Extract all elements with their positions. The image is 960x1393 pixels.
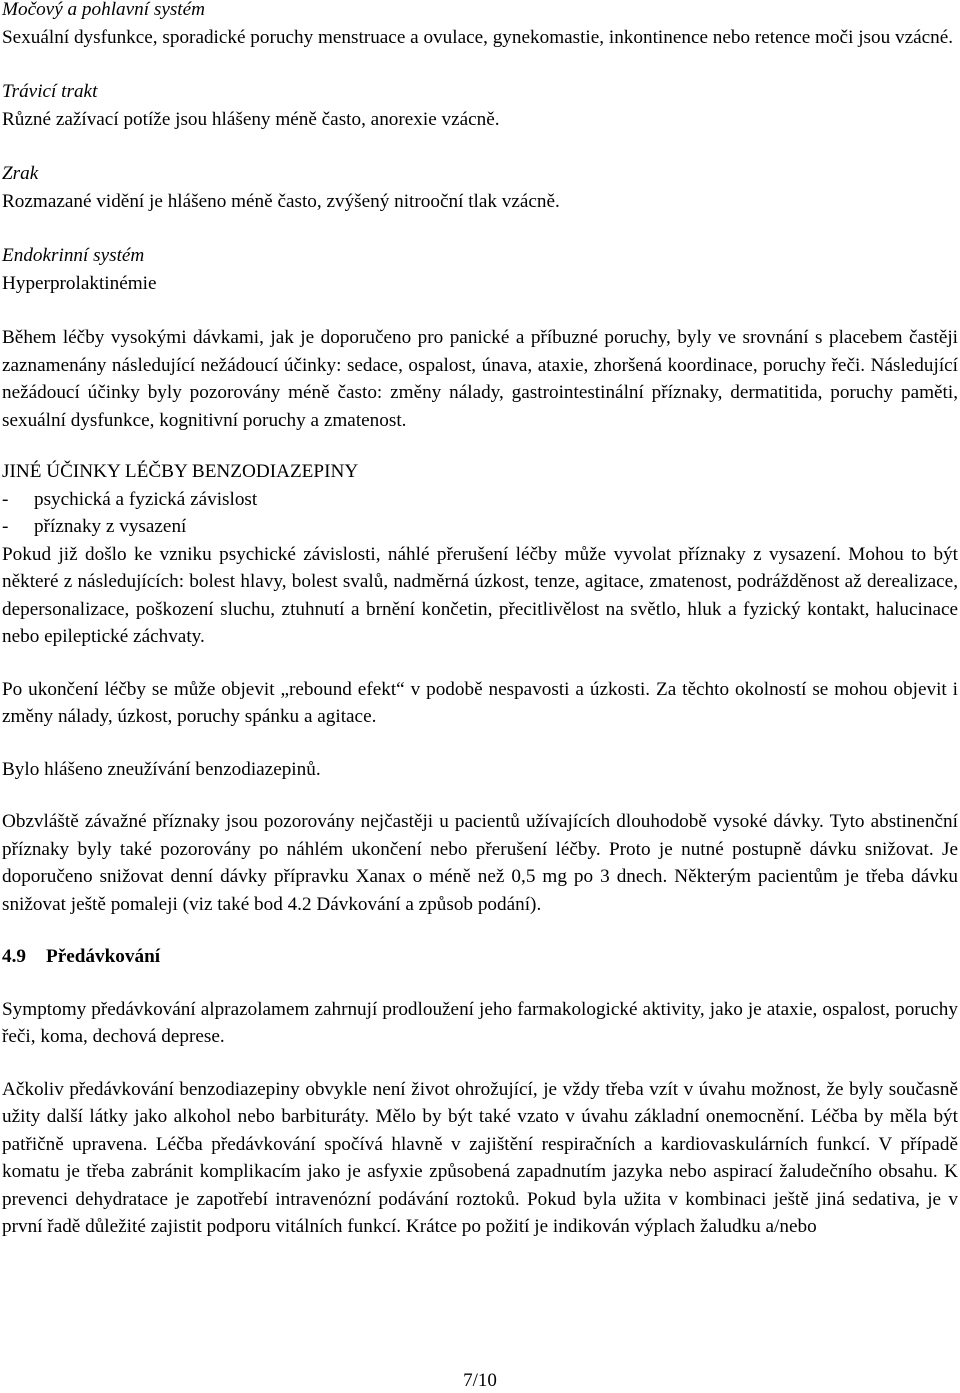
digestive-text: Různé zažívací potíže jsou hlášeny méně často, anorexie vzácně. (2, 108, 500, 130)
endocrine-text: Hyperprolaktinémie (2, 272, 157, 294)
list-item (2, 513, 958, 541)
high-dose-paragraph: Během léčby vysokými dávkami, jak je doporučeno pro panické a příbuzné poruchy, byly ve srovnání s placebem častěji zaznamenány následující nežádoucí účinky: sedace, ospalost, únava, ataxie, zhoršená koordinace, poruchy řeči. Následující nežádoucí účinky byly pozorovány méně často: změny nálady, gastrointestinální příznaky, dermatitida, poruchy paměti, sexuální dysfunkce, kognitivní poruchy a zmatenost. (2, 327, 958, 431)
benzo-paragraph: Pokud již došlo ke vzniku psychické závislosti, náhlé přerušení léčby může vyvolat příznaky z vysazení. Mohou to být některé z následujících: bolest hlavy, bolest svalů, nadměrná úzkost, tenze, agitace, zmatenost, podrážděnost až derealizace, depersonalizace, poškození sluchu, ztuhnutí a brnění končetin, přecitlivělost na světlo, hluk a fyzický kontakt, halucinace nebo epileptické záchvaty. (2, 543, 958, 647)
list-item-text: psychická a fyzická závislost (34, 488, 258, 510)
urinary-text: Sexuální dysfunkce, sporadické poruchy menstruace a ovulace, gynekomastie, inkontinence nebo retence moči jsou vzácné. (2, 26, 954, 48)
section-number: 4.9 (2, 946, 26, 967)
benzo-heading: JINÉ ÚČINKY LÉČBY BENZODIAZEPINY (2, 461, 359, 482)
eye-text: Rozmazané vidění je hlášeno méně často, zvýšený nitrooční tlak vzácně. (2, 190, 560, 212)
digestive-heading: Trávicí trakt (2, 81, 98, 102)
document-page (2, 0, 958, 1241)
dash-marker: - (2, 488, 9, 510)
list-item-text: příznaky z vysazení (34, 516, 187, 537)
section-title (2, 943, 958, 971)
urinary-heading: Močový a pohlavní systém (2, 0, 206, 20)
dash-marker: - (2, 516, 9, 537)
overdose-paragraph-1: Symptomy předávkování alprazolamem zahrnují prodloužení jeho farmakologické aktivity, jako je ataxie, ospalost, poruchy řeči, koma, dechová deprese. (2, 998, 958, 1047)
withdrawal-paragraph: Obzvláště závažné příznaky jsou pozorovány nejčastěji u pacientů užívajících dlouhodobě vysoké dávky. Tyto abstinenční příznaky byly také pozorovány po náhlém ukončení nebo přerušení léčby. Proto je nutné postupně dávku snižovat. Je doporučeno snižovat denní dávky přípravku Xanax o méně než 0,5 mg po 3 dnech. Některým pacientům je třeba dávku snižovat ještě pomaleji (viz také bod 4.2 Dávkování a způsob podání). (2, 811, 958, 915)
rebound-paragraph: Po ukončení léčby se může objevit „rebound efekt“ v podobě nespavosti a úzkosti. Za těchto okolností se mohou objevit i změny nálady, úzkost, poruchy spánku a agitace. (2, 678, 958, 727)
eye-heading: Zrak (2, 163, 39, 184)
abuse-paragraph: Bylo hlášeno zneužívání benzodiazepinů. (2, 758, 321, 780)
page-number: 7/10 (463, 1370, 497, 1391)
list-item (2, 486, 958, 514)
section-title-text: Předávkování (46, 946, 161, 967)
overdose-paragraph-2: Ačkoliv předávkování benzodiazepiny obvykle není život ohrožující, je vždy třeba vzít v úvahu možnost, že byly současně užity další látky jako alkohol nebo barbituráty. Mělo by být také vzato v úvahu základní onemocnění. Léčba by měla být patřičně upravena. Léčba předávkování spočívá hlavně v zajištění respiračních a kardiovaskulárních funkcí. V případě komatu je třeba zabránit komplikacím jako je asfyxie způsobená zapadnutím jazyka nebo aspirací žaludečního obsahu. K prevenci dehydratace je zapotřebí intravenózní podávání roztoků. Pokud byla užita v kombinaci ještě jiná sedativa, je v první řadě důležité zajistit podporu vitálních funkcí. Krátce po požití je indikován výplach žaludku a/nebo (2, 1078, 958, 1237)
endocrine-heading: Endokrinní systém (2, 245, 145, 266)
